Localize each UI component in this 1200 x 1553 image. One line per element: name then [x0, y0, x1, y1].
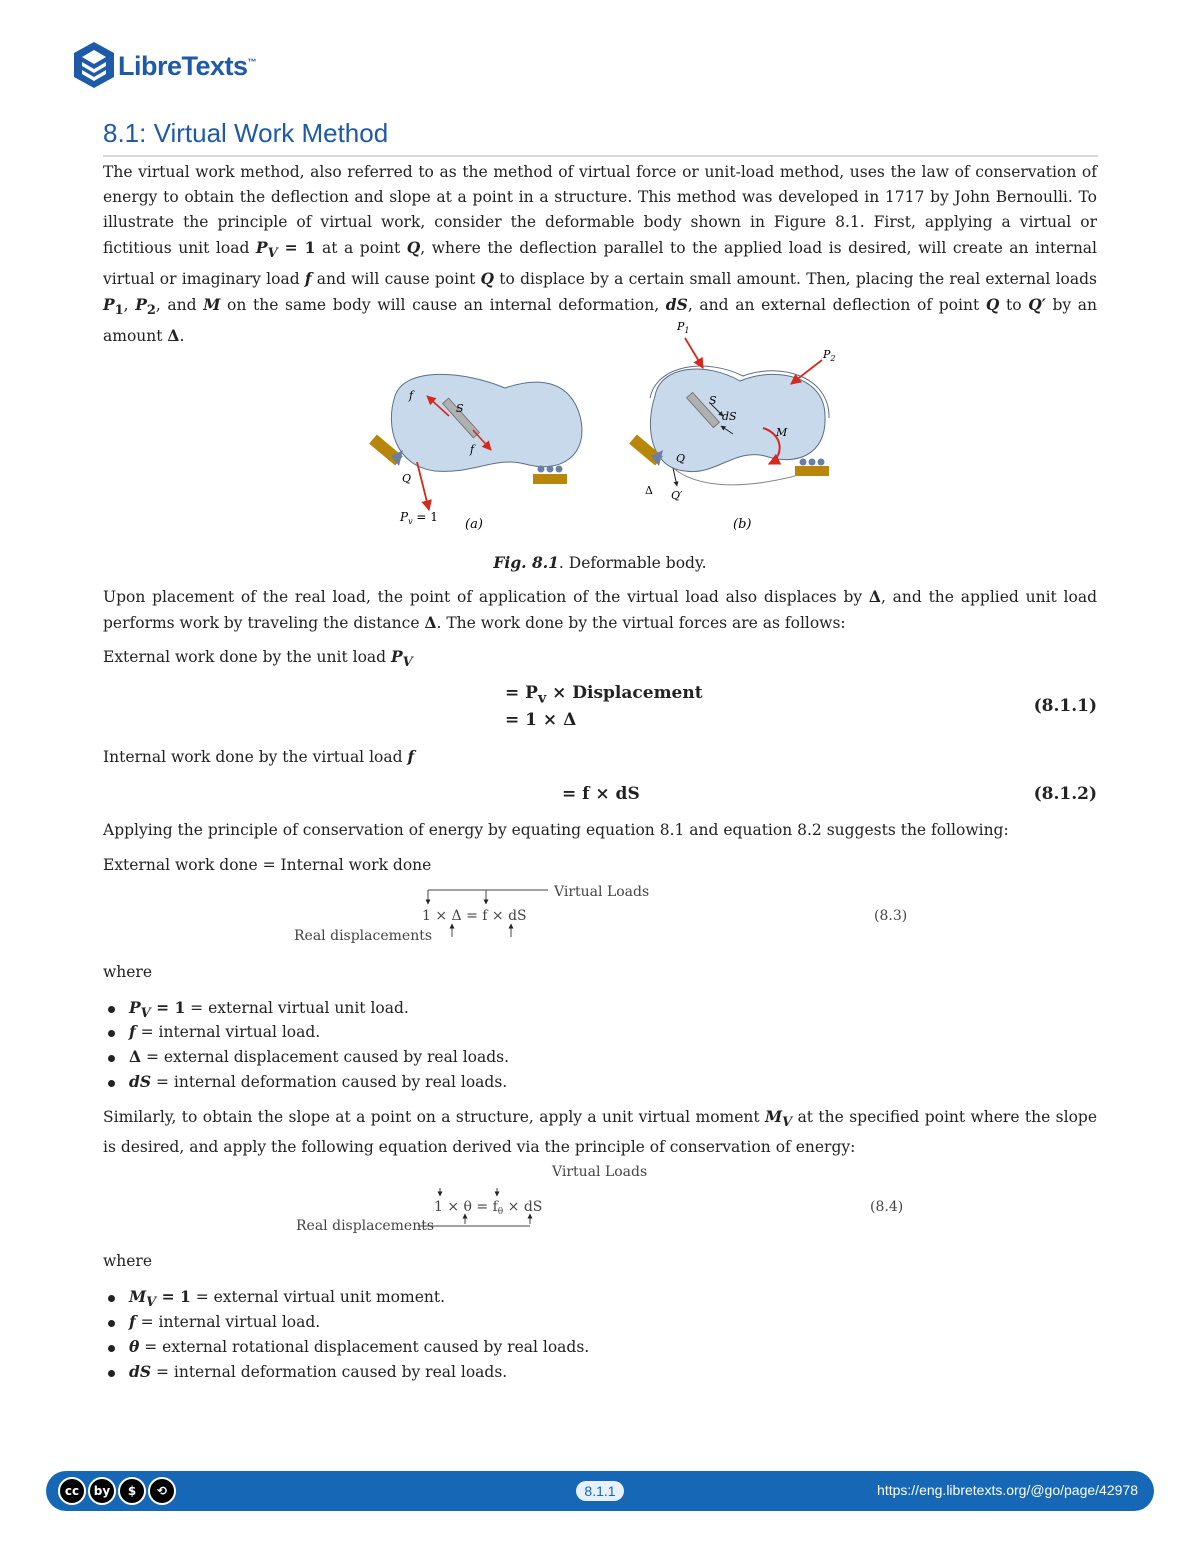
by-icon: by — [88, 1477, 116, 1505]
list-item: $M_V = 1$ = external virtual unit moment. — [108, 1284, 445, 1315]
equation-8-4-image — [294, 1160, 924, 1235]
page-number: 8.1.1 — [576, 1481, 624, 1501]
eq3-body: 1 × Δ = f × dS — [422, 908, 527, 924]
equation-8-3-image — [290, 882, 930, 952]
label-pv: $P_v = 1$ — [400, 510, 438, 526]
nc-icon: $ — [118, 1477, 146, 1505]
title-divider — [103, 155, 1098, 157]
label-p2: $P_2$ — [823, 348, 835, 363]
external-work-label: External work done by the unit load $P_V$ — [103, 647, 413, 671]
equation-number-8-1-1: (8.1.1) — [1033, 696, 1097, 716]
label-p1: $P_1$ — [677, 320, 690, 335]
body-a — [369, 374, 582, 510]
equation-8-1-1-line1: = $P_v$ × Displacement — [505, 683, 703, 707]
equation-8-1-2: = f × dS — [562, 784, 640, 804]
list-item: Δ = external displacement caused by real loads. — [108, 1044, 509, 1070]
libretexts-cube-icon — [72, 40, 116, 90]
label-delta-b: Δ — [645, 484, 653, 497]
logo-text: LibreTexts™ — [118, 51, 257, 81]
paragraph-placement: Upon placement of the real load, the point of application of the virtual load also displaces by Δ, and the applied unit load performs work by traveling the distance Δ. The work done by the virtual forces are as follows: — [103, 587, 1097, 632]
eq4-body: $1 \times \theta = f_\theta$ × dS — [434, 1199, 543, 1217]
page-title: 8.1: Virtual Work Method — [103, 118, 389, 148]
eq3-virtual-label: Virtual Loads — [554, 884, 650, 900]
list-item: θ = external rotational displacement caused by real loads. — [108, 1334, 589, 1360]
label-a: (a) — [465, 517, 483, 532]
eq3-real-label: Real displacements — [294, 928, 433, 944]
label-s-a: S — [456, 402, 464, 415]
paragraph-work-equality: External work done = Internal work done — [103, 856, 432, 874]
label-m-b: M — [776, 426, 788, 439]
equation-number-8-1-2: (8.1.2) — [1033, 784, 1097, 804]
label-q-prime-b: Q′ — [671, 489, 683, 502]
page-url-link[interactable]: https://eng.libretexts.org/@go/page/42978 — [877, 1482, 1138, 1498]
label-s-b: S — [709, 394, 717, 407]
eq3-number: (8.3) — [874, 908, 908, 924]
deformable-body-figure — [355, 316, 835, 536]
label-ds-b: dS — [722, 410, 737, 423]
libretexts-logo[interactable] — [72, 40, 262, 94]
cc-icon: cc — [58, 1477, 86, 1505]
list-item: dS = internal deformation caused by real loads. — [108, 1069, 507, 1095]
label-q-b: Q — [676, 452, 686, 465]
where-label-2: where — [103, 1252, 153, 1270]
internal-work-label: Internal work done by the virtual load f — [103, 747, 415, 766]
label-q-a: Q — [402, 472, 412, 485]
list-item: $P_V = 1$ = external virtual unit load. — [108, 995, 409, 1026]
list-item: f = internal virtual load. — [108, 1309, 320, 1335]
equation-8-1-1-line2: = 1 × Δ — [505, 710, 577, 730]
eq4-virtual-label: Virtual Loads — [552, 1164, 648, 1180]
figure-caption: Fig. 8.1. Deformable body. — [493, 553, 707, 572]
label-b: (b) — [733, 517, 752, 532]
where-label-1: where — [103, 963, 153, 981]
creative-commons-badge[interactable] — [58, 1477, 178, 1505]
label-f-top: f — [409, 389, 414, 402]
intro-paragraph: The virtual work method, also referred to as the method of virtual force or unit-load method, uses the law of conservation of energy to obtain the deflection and slope at a point in a structure. This method was developed in 1717 by John Bernoulli. To illustrate the principle of virtual work, consider the deformable body shown in Figure 8.1. First, applying a virtual or fictitious unit load $P_V = 1$ at a point Q, where the deflection parallel to the applied load is desired, will create an internal virtual or imaginary load f and will cause point Q to displace by a certain small amount. Then, placing the real external loads $P_1$, $P_2$, and M on the same body will cause an internal deformation, dS, and an external deflection of point Q to Q′ by an amount Δ. — [103, 163, 1098, 346]
eq4-real-label: Real displacements — [296, 1218, 435, 1234]
label-f-bottom: f — [470, 443, 475, 456]
eq4-number: (8.4) — [870, 1199, 904, 1215]
list-item: f = internal virtual load. — [108, 1019, 320, 1045]
paragraph-slope: Similarly, to obtain the slope at a point on a structure, apply a unit virtual moment $M_V$ at the specified point where the slope is desired, and apply the following equation derived via the principle of conservation of energy: — [103, 1107, 1097, 1157]
list-item: dS = internal deformation caused by real loads. — [108, 1359, 507, 1385]
paragraph-conservation: Applying the principle of conservation of energy by equating equation 8.1 and equation 8.2 suggests the following: — [103, 821, 1009, 839]
page-footer — [46, 1471, 1154, 1511]
sa-icon: ⟲ — [148, 1477, 176, 1505]
